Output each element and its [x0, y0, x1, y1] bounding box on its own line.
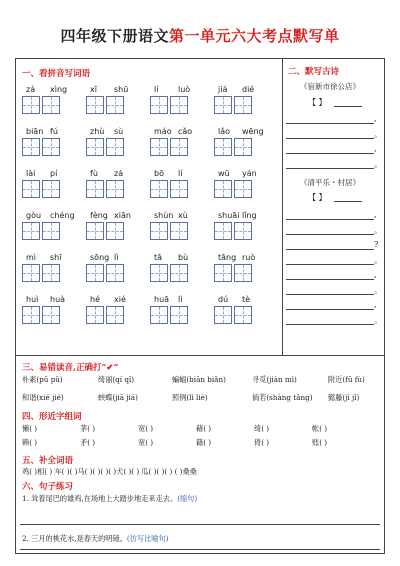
- pinyin-syllable: chéng: [50, 211, 75, 220]
- pinyin-syllable: lài: [26, 169, 36, 178]
- similar-char-item: 茅( ): [80, 424, 96, 433]
- tianzige-box[interactable]: [214, 180, 232, 198]
- pinyin-syllable: yán: [242, 169, 257, 178]
- tianzige-box[interactable]: [234, 138, 252, 156]
- answer-line-q1[interactable]: [20, 524, 380, 525]
- pinyin-syllable: huà: [50, 295, 66, 304]
- pinyin-syllable: sù: [114, 127, 124, 136]
- tianzige-box[interactable]: [234, 96, 252, 114]
- tianzige-box[interactable]: [234, 180, 252, 198]
- pinyin-syllable: luò: [178, 85, 191, 94]
- pinyin-syllable: huì: [26, 295, 39, 304]
- pinyin-syllable: dú: [218, 295, 229, 304]
- tianzige-box[interactable]: [234, 306, 252, 324]
- pinyin-syllable: zhù: [90, 127, 105, 136]
- tianzige-box[interactable]: [86, 96, 104, 114]
- poem2-author-line[interactable]: [334, 201, 362, 202]
- tianzige-box[interactable]: [150, 264, 168, 282]
- poem-answer-line[interactable]: [286, 294, 374, 295]
- section1-title: 一、看拼音写词语: [22, 69, 91, 79]
- pinyin-syllable: lí: [154, 85, 159, 94]
- similar-char-item: 帐( ): [312, 424, 328, 433]
- poem-answer-line[interactable]: [286, 153, 374, 154]
- poem-punctuation: 。: [374, 286, 382, 295]
- similar-char-item: 籍( ): [196, 438, 212, 447]
- poem-punctuation: 。: [374, 256, 382, 265]
- pinyin-syllable: biān: [26, 127, 44, 136]
- worksheet-frame: [15, 58, 385, 554]
- tianzige-box[interactable]: [86, 264, 104, 282]
- pinyin-syllable: fèng: [90, 211, 108, 220]
- pinyin-syllable: mì: [26, 253, 37, 262]
- tianzige-box[interactable]: [42, 180, 60, 198]
- tianzige-box[interactable]: [42, 138, 60, 156]
- tianzige-box[interactable]: [150, 96, 168, 114]
- pinyin-syllable: tāng: [218, 253, 237, 262]
- sentence-q1: [22, 494, 197, 504]
- pronunciation-item: 倘若(shàng tǎng): [252, 393, 313, 402]
- similar-char-item: 倚( ): [254, 438, 270, 447]
- tianzige-box[interactable]: [86, 306, 104, 324]
- column-divider: [282, 59, 283, 355]
- section6-title: 六、句子练习: [22, 482, 74, 492]
- pronunciation-item: 朴素(pū pǔ): [22, 375, 63, 384]
- title-red: 第一单元六大考点默写单: [169, 27, 340, 45]
- pinyin-syllable: lì: [178, 295, 183, 304]
- tianzige-box[interactable]: [234, 222, 252, 240]
- pinyin-syllable: tè: [242, 295, 251, 304]
- pinyin-syllable: bù: [178, 253, 189, 262]
- check-mark: “✔”: [101, 363, 119, 373]
- pinyin-syllable: pí: [50, 169, 58, 178]
- tianzige-box[interactable]: [150, 306, 168, 324]
- poem-punctuation: ,: [374, 210, 377, 219]
- page-title: [0, 25, 400, 46]
- tianzige-box[interactable]: [150, 138, 168, 156]
- complete-words-text: 鸡( )相( ) 车( )( )马( )( )( )( )犬( )( ) 瓜( )( )( ) ( )桑桑: [22, 467, 197, 476]
- pinyin-syllable: jiá: [218, 85, 228, 94]
- section5-title: 五、补全词语: [22, 456, 74, 466]
- sentence-q2-hint: (仿写比喻句): [126, 534, 169, 543]
- tianzige-box[interactable]: [214, 222, 232, 240]
- poem-answer-line[interactable]: [286, 234, 374, 235]
- tianzige-box[interactable]: [170, 180, 188, 198]
- similar-char-item: 矛( ): [80, 438, 96, 447]
- section4-title: 四、形近字组词: [22, 412, 82, 422]
- pinyin-syllable: cǎo: [178, 127, 193, 136]
- poem1-author-line[interactable]: [334, 106, 362, 107]
- tianzige-box[interactable]: [22, 264, 40, 282]
- section3-title-text: 三、易错读音,正确打: [22, 363, 102, 373]
- pronunciation-item: 和谐(xié jié): [22, 393, 64, 402]
- pinyin-syllable: shū: [114, 85, 129, 94]
- poem-punctuation: ,: [374, 270, 377, 279]
- pinyin-syllable: lǎo: [218, 127, 231, 136]
- tianzige-box[interactable]: [170, 138, 188, 156]
- poem-answer-line[interactable]: [286, 264, 374, 265]
- tianzige-box[interactable]: [86, 222, 104, 240]
- tianzige-box[interactable]: [22, 138, 40, 156]
- pinyin-syllable: xìng: [50, 85, 68, 94]
- pinyin-syllable: fú: [50, 127, 58, 136]
- similar-char-item: 宽( ): [138, 424, 154, 433]
- pinyin-syllable: huā: [154, 295, 170, 304]
- poem-answer-line[interactable]: [286, 123, 374, 124]
- tianzige-box[interactable]: [86, 138, 104, 156]
- tianzige-box[interactable]: [214, 138, 232, 156]
- tianzige-box[interactable]: [42, 264, 60, 282]
- poem-punctuation: ,: [374, 300, 377, 309]
- poem-punctuation: ,: [374, 114, 377, 123]
- poem2-title: 《清平乐・村居》: [300, 178, 360, 187]
- tianzige-box[interactable]: [42, 96, 60, 114]
- pinyin-syllable: lí: [178, 169, 183, 178]
- poem-answer-line[interactable]: [286, 168, 374, 169]
- pinyin-syllable: xié: [114, 295, 126, 304]
- poem-answer-line[interactable]: [286, 309, 374, 310]
- tianzige-box[interactable]: [22, 306, 40, 324]
- pinyin-syllable: bō: [154, 169, 164, 178]
- pronunciation-item: 寻觅(jiàn mì): [252, 375, 297, 384]
- tianzige-box[interactable]: [106, 264, 124, 282]
- pronunciation-item: 蝙蝠(biān biǎn): [172, 375, 226, 384]
- poem-answer-line[interactable]: [286, 279, 374, 280]
- tianzige-box[interactable]: [106, 138, 124, 156]
- section-divider: [16, 355, 384, 356]
- poem-answer-line[interactable]: [286, 324, 374, 325]
- sentence-q2: [22, 534, 168, 544]
- answer-line-q2[interactable]: [20, 549, 380, 550]
- pinyin-syllable: shuāi: [218, 211, 240, 220]
- pronunciation-item: 蛱蝶(jiā jiá): [98, 393, 138, 402]
- pinyin-syllable: dié: [242, 85, 255, 94]
- pinyin-syllable: gòu: [26, 211, 42, 220]
- tianzige-box[interactable]: [86, 180, 104, 198]
- similar-char-item: 赖( ): [22, 438, 38, 447]
- pinyin-syllable: xù: [178, 211, 188, 220]
- poem1-title: 《宿新市徐公店》: [300, 82, 360, 91]
- similar-char-item: 藉( ): [196, 424, 212, 433]
- pinyin-syllable: máo: [154, 127, 172, 136]
- tianzige-box[interactable]: [22, 222, 40, 240]
- tianzige-box[interactable]: [22, 180, 40, 198]
- section3-title: [22, 361, 118, 373]
- tianzige-box[interactable]: [106, 96, 124, 114]
- similar-char-item: 绮( ): [254, 424, 270, 433]
- pinyin-syllable: lì: [114, 253, 119, 262]
- poem-punctuation: 。: [374, 226, 382, 235]
- sentence-q1-text: 1. 耸着尾巴的雄鸡,在场地上大踏步地走来走去。: [22, 494, 178, 503]
- poem-punctuation: ,: [374, 144, 377, 153]
- similar-char-item: 账( ): [312, 438, 328, 447]
- pinyin-syllable: zá: [26, 85, 36, 94]
- pinyin-syllable: wū: [218, 169, 230, 178]
- pinyin-syllable: shùn: [154, 211, 174, 220]
- pronunciation-item: 绮丽(qí qǐ): [98, 375, 135, 384]
- poem-punctuation: 。: [374, 130, 382, 139]
- pinyin-syllable: xī: [90, 85, 97, 94]
- poem1-author-bracket: 【 】: [308, 98, 327, 107]
- section2-title: 二、默写古诗: [288, 67, 340, 77]
- pinyin-syllable: zá: [114, 169, 124, 178]
- pronunciation-item: 附近(fū fù): [328, 375, 365, 384]
- pinyin-syllable: lǐng: [242, 211, 257, 220]
- tianzige-box[interactable]: [42, 306, 60, 324]
- poem-answer-line[interactable]: [286, 138, 374, 139]
- pinyin-syllable: tā: [154, 253, 163, 262]
- tianzige-box[interactable]: [106, 306, 124, 324]
- pinyin-syllable: ruò: [242, 253, 256, 262]
- pinyin-syllable: hé: [90, 295, 100, 304]
- poem-punctuation: 。: [374, 316, 382, 325]
- poem-answer-line[interactable]: [286, 219, 374, 220]
- pinyin-syllable: wēng: [242, 127, 264, 136]
- tianzige-box[interactable]: [106, 222, 124, 240]
- poem-answer-line[interactable]: [286, 249, 374, 250]
- tianzige-box[interactable]: [150, 222, 168, 240]
- pronunciation-item: 懿藤(jì jǐ): [328, 393, 360, 402]
- tianzige-box[interactable]: [170, 306, 188, 324]
- pinyin-syllable: xiān: [114, 211, 131, 220]
- sentence-q2-text: 2. 三月的桃花水,是春天的明镜。: [22, 534, 127, 543]
- pinyin-syllable: fù: [90, 169, 98, 178]
- pronunciation-item: 照例(lì liè): [172, 393, 208, 402]
- title-black: 四年级下册语文: [60, 27, 169, 45]
- poem2-author-bracket: 【 】: [308, 193, 327, 202]
- tianzige-box[interactable]: [214, 96, 232, 114]
- pinyin-syllable: sōng: [90, 253, 110, 262]
- tianzige-box[interactable]: [42, 222, 60, 240]
- tianzige-box[interactable]: [170, 264, 188, 282]
- poem-punctuation: ?: [374, 240, 379, 249]
- sentence-q1-hint: (缩句): [177, 494, 198, 503]
- tianzige-box[interactable]: [170, 222, 188, 240]
- similar-char-item: 宽( ): [138, 438, 154, 447]
- tianzige-box[interactable]: [170, 96, 188, 114]
- similar-char-item: 懒( ): [22, 424, 38, 433]
- poem-punctuation: 。: [374, 160, 382, 169]
- tianzige-box[interactable]: [214, 264, 232, 282]
- tianzige-box[interactable]: [234, 264, 252, 282]
- pinyin-syllable: shī: [50, 253, 62, 262]
- tianzige-box[interactable]: [214, 306, 232, 324]
- tianzige-box[interactable]: [150, 180, 168, 198]
- tianzige-box[interactable]: [22, 96, 40, 114]
- tianzige-box[interactable]: [106, 180, 124, 198]
